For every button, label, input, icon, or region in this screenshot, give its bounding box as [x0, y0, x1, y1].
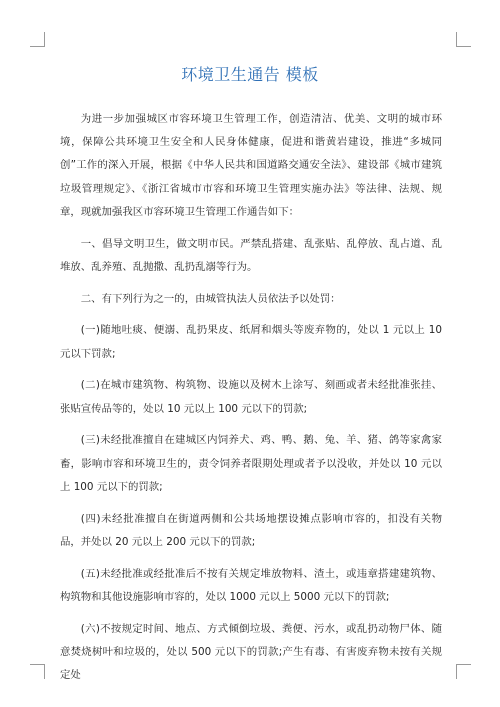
paragraph-sub-1: (一)随地吐痰、便溺、乱扔果皮、纸屑和烟头等废弃物的，处以 1 元以上 10 元以下罚款; [60, 324, 442, 360]
page-corner-mark-top-right [456, 32, 471, 47]
document-body [60, 108, 442, 696]
paragraph-sub-5: (五)未经批准或经批准后不按有关规定堆放物料、渣土，或违章搭建建筑物、构筑物和其他设施影响市容的，处以 1000 元以上 5000 元以下的罚款; [60, 567, 442, 603]
page-corner-mark-bottom-right [456, 664, 471, 679]
paragraph-sub-6: (六)不按规定时间、地点、方式倾倒垃圾、粪便、污水，或乱扔动物尸体、随意焚烧树叶和垃圾的，处以 500 元以下的罚款;产生有毒、有害废弃物未按有关规定处 [60, 622, 442, 682]
document-title: 环境卫生通告 模板 [181, 65, 319, 84]
page-corner-mark-top-left [30, 32, 45, 47]
paragraph-sub-3: (三)未经批准擅自在建城区内饲养犬、鸡、鸭、鹅、兔、羊、猪、鸽等家禽家畜，影响市容和环境卫生的，责令饲养者限期处理或者予以没收，并处以 10 元以上 100 元以下的罚款; [60, 434, 442, 493]
page-corner-mark-bottom-left [30, 664, 45, 679]
paragraph-sub-4: (四)未经批准擅自在街道两侧和公共场地摆设摊点影响市容的，扣没有关物品，并处以 20 元以上 200 元以下的罚款; [60, 512, 442, 548]
paragraph-intro: 为进一步加强城区市容环境卫生管理工作，创造清洁、优美、文明的城市环境，保障公共环境卫生安全和人民身体健康，促进和谐黄岩建设，推进“多城同创”工作的深入开展，根据《中华人民共和国道路交通安全法》、建设部《城市建筑垃圾管理规定》、《浙江省城市市容和环境卫生管理实施办法》等法律、法规、规章，现就加强我区市容环境卫生管理工作通告如下： [60, 113, 442, 218]
paragraph-item-1: 一、倡导文明卫生，做文明市民。严禁乱搭建、乱张贴、乱停放、乱占道、乱堆放、乱养殖、乱抛撒、乱扔乱溺等行为。 [60, 237, 442, 273]
paragraph-sub-2: (二)在城市建筑物、构筑物、设施以及树木上涂写、刻画或者未经批准张挂、张贴宣传品等的，处以 10 元以上 100 元以下的罚款; [60, 379, 442, 415]
paragraph-item-2: 二、有下列行为之一的，由城管执法人员依法予以处罚： [80, 292, 341, 305]
